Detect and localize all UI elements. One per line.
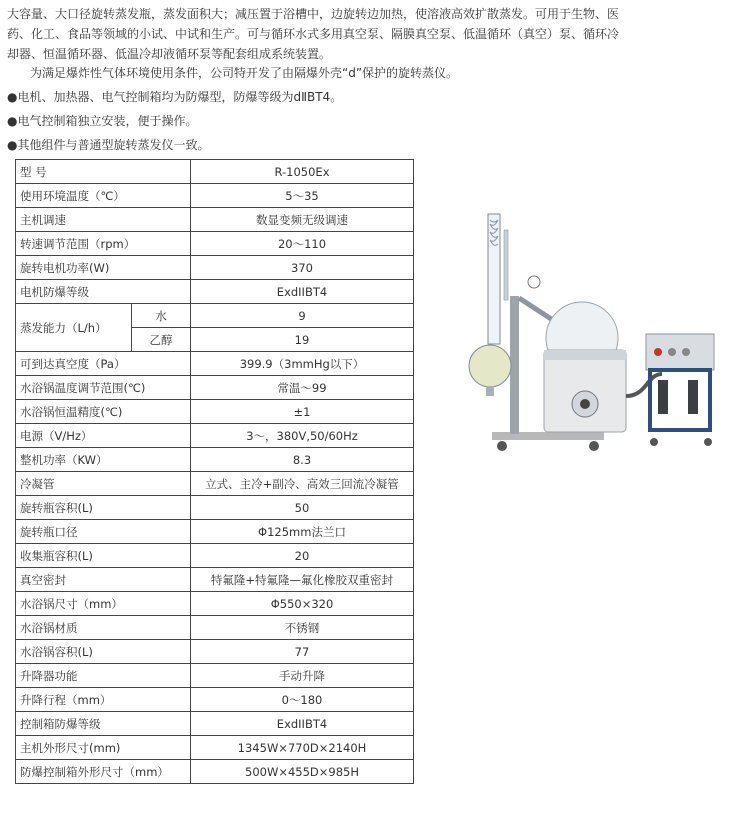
spec-row [16,760,414,784]
spec-value: 特氟隆+特氟隆—氟化橡胶双重密封 [191,568,414,592]
spec-value: 数显变频无级调速 [191,208,414,232]
rotary-evaporator-figure [462,200,732,462]
spec-row [16,304,414,328]
spec-row [16,736,414,760]
spec-value: ±1 [191,400,414,424]
spec-label: 型 号 [16,160,191,184]
spec-value: 立式、主冷+副冷、高效三回流冷凝管 [191,472,414,496]
spec-value: 不锈钢 [191,616,414,640]
spec-row [16,592,414,616]
spec-label: 主机调速 [16,208,191,232]
spec-row [16,520,414,544]
wheel-icon [589,441,599,451]
spec-row [16,160,414,184]
spec-label: 控制箱防爆等级 [16,712,191,736]
spec-value: 77 [191,640,414,664]
feature-bullet-2: ●电气控制箱独立安装，便于操作。 [7,114,198,128]
spec-value: 3～，380V,50/60Hz [191,424,414,448]
spec-table [15,159,414,784]
spec-row [16,664,414,688]
spec-label: 升降器功能 [16,664,191,688]
feature-bullet-3: ●其他组件与普通型旋转蒸发仪一致。 [7,138,210,152]
spec-row [16,424,414,448]
spec-sub-label: 水 [132,304,191,328]
spec-value: 5～35 [191,184,414,208]
spec-label: 旋转瓶口径 [16,520,191,544]
spec-value: ExdIIBT4 [191,712,414,736]
spec-value: 常温～99 [191,376,414,400]
spec-value: 19 [191,328,414,352]
spec-value: 8.3 [191,448,414,472]
spec-row [16,616,414,640]
spec-label: 转速调节范围（rpm） [16,232,191,256]
spec-row [16,376,414,400]
spec-value: 399.9（3mmHg以下） [191,352,414,376]
spec-label: 整机功率（KW） [16,448,191,472]
spec-row [16,496,414,520]
spec-label: 电源（V/Hz） [16,424,191,448]
spec-value: R-1050Ex [191,160,414,184]
spec-row [16,544,414,568]
spec-label: 水浴锅温度调节范围(℃) [16,376,191,400]
spec-row [16,256,414,280]
spec-value: 370 [191,256,414,280]
spec-value: ExdIIBT4 [191,280,414,304]
spec-label: 真空密封 [16,568,191,592]
spec-value: 9 [191,304,414,328]
spec-value: 50 [191,496,414,520]
spec-label: 水浴锅容积(L) [16,640,191,664]
spec-label: 可到达真空度（Pa） [16,352,191,376]
explosion-note: 为满足爆炸性气体环境使用条件，公司特开发了由隔爆外壳“d”保护的旋转蒸仪。 [30,66,459,80]
spec-value: 20 [191,544,414,568]
spec-sub-label: 乙醇 [132,328,191,352]
spec-label: 防爆控制箱外形尺寸（mm） [16,760,191,784]
collection-flask-icon [469,345,511,387]
spec-label: 收集瓶容积(L) [16,544,191,568]
spec-value: 500W×455D×985H [191,760,414,784]
spec-value: 手动升降 [191,664,414,688]
spec-label: 旋转瓶容积(L) [16,496,191,520]
spec-label: 使用环境温度（℃） [16,184,191,208]
spec-label: 水浴锅材质 [16,616,191,640]
spec-label: 水浴锅尺寸（mm） [16,592,191,616]
spec-row [16,184,414,208]
spec-label: 水浴锅恒温精度(℃) [16,400,191,424]
spec-value: Φ125mm法兰口 [191,520,414,544]
spec-value: 20～110 [191,232,414,256]
spec-row [16,688,414,712]
spec-label: 冷凝管 [16,472,191,496]
spec-value: Φ550×320 [191,592,414,616]
spec-row [16,208,414,232]
intro-paragraph: 大容量、大口径旋转蒸发瓶，蒸发面积大；减压置于浴槽中，边旋转边加热，使溶液高效扩散蒸发。可用于生物、医药、化工、食品等领域的小试、中试和生产。可与循环水式多用真空泵、隔膜真空泵、低温循环（真空）泵、循环冷却器、恒温循环器、低温冷却液循环泵等配套组成系统装置。 [7,7,620,61]
vacuum-gauge-icon [528,276,540,288]
spec-row [16,472,414,496]
spec-label: 主机外形尺寸(mm) [16,736,191,760]
spec-value: 0～180 [191,688,414,712]
spec-row [16,400,414,424]
spec-row [16,640,414,664]
spec-row [16,280,414,304]
feature-bullet-1: ●电机、加热器、电气控制箱均为防爆型，防爆等级为dⅡBT4。 [7,90,343,104]
spec-value: 1345W×770D×2140H [191,736,414,760]
spec-row [16,448,414,472]
spec-row [16,232,414,256]
wheel-icon [497,441,507,451]
spec-label: 电机防爆等级 [16,280,191,304]
spec-label: 升降行程（mm） [16,688,191,712]
spec-row [16,352,414,376]
base-frame [492,432,604,440]
spec-row [16,712,414,736]
spec-label: 蒸发能力（L/h） [16,304,132,352]
spec-label: 旋转电机功率(W) [16,256,191,280]
spec-row [16,568,414,592]
